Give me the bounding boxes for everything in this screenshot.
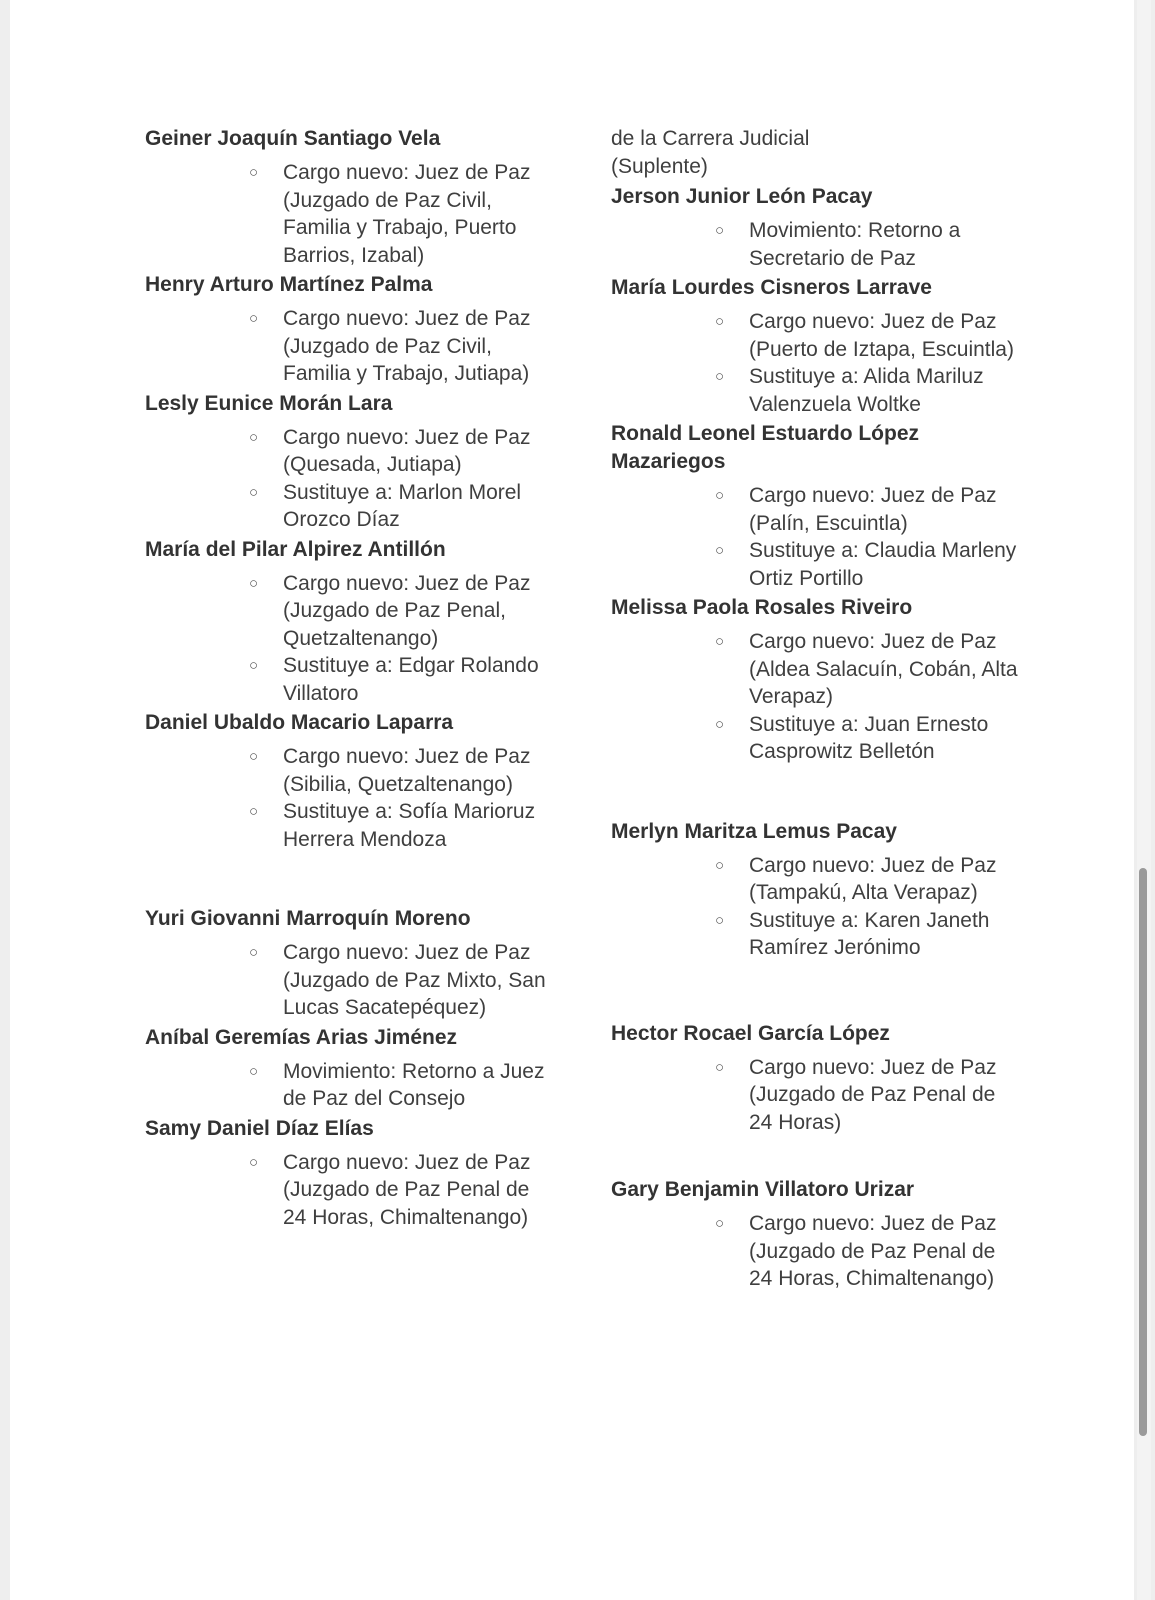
- list-item: ○ Cargo nuevo: Juez de Paz (Puerto de Iztapa, Escuintla): [715, 310, 1014, 361]
- circle-bullet-icon: ○: [249, 1062, 259, 1080]
- circle-bullet-icon: ○: [249, 428, 259, 446]
- list-item: ○ Cargo nuevo: Juez de Paz (Juzgado de Paz Civil, Familia y Trabajo, Jutiapa): [249, 307, 531, 385]
- circle-bullet-icon: ○: [249, 944, 259, 961]
- person-name: Merlyn Maritza Lemus Pacay: [611, 819, 897, 843]
- list-item: ○ Cargo nuevo: Juez de Paz (Juzgado de Paz Civil, Familia y Trabajo, Puerto Barrios, Izabal): [249, 161, 531, 267]
- circle-bullet-icon: ○: [715, 633, 725, 650]
- list-item: ○ Sustituye a: Juan Ernesto Casprowitz Belletón: [715, 712, 989, 763]
- person-name: Henry Arturo Martínez Palma: [145, 273, 433, 296]
- circle-bullet-icon: ○: [715, 222, 725, 239]
- entry: [145, 905, 565, 1022]
- right-column: [611, 125, 1031, 1293]
- list-item: ○ Sustituye a: Karen Janeth Ramírez Jerónimo: [715, 908, 990, 959]
- list-item: ○ Cargo nuevo: Juez de Paz (Palín, Escuintla): [715, 484, 997, 535]
- person-name: María del Pilar Alpirez Antillón: [145, 537, 446, 561]
- circle-bullet-icon: ○: [249, 574, 259, 592]
- entry: [611, 594, 1031, 766]
- entry: [145, 536, 565, 708]
- person-name: María Lourdes Cisneros Larrave: [611, 276, 932, 299]
- entry: [611, 1176, 1031, 1293]
- list-item: ○ Movimiento: Retorno a Secretario de Paz: [715, 219, 961, 270]
- entry: [611, 1020, 1031, 1137]
- person-name: Geiner Joaquín Santiago Vela: [145, 127, 441, 150]
- circle-bullet-icon: ○: [249, 657, 259, 674]
- person-name: Hector Rocael García López: [611, 1021, 890, 1045]
- person-name: Lesly Eunice Morán Lara: [145, 391, 393, 415]
- person-name: Aníbal Geremías Arias Jiménez: [145, 1025, 458, 1049]
- list-item: ○ Cargo nuevo: Juez de Paz (Quesada, Jutiapa): [249, 425, 531, 476]
- circle-bullet-icon: ○: [249, 748, 259, 765]
- entry: [145, 125, 565, 269]
- list-item: ○ Sustituye a: Alida Mariluz Valenzuela Woltke: [715, 365, 984, 416]
- person-name: Ronald Leonel Estuardo López Mazariegos: [611, 422, 920, 473]
- circle-bullet-icon: ○: [249, 803, 259, 820]
- list-item: ○ Cargo nuevo: Juez de Paz (Sibilia, Quetzaltenango): [249, 745, 531, 796]
- entry: [145, 709, 565, 853]
- circle-bullet-icon: ○: [715, 1215, 725, 1232]
- left-column: [145, 125, 565, 1231]
- circle-bullet-icon: ○: [715, 313, 725, 330]
- entry: [145, 390, 565, 534]
- list-item: ○ Cargo nuevo: Juez de Paz (Juzgado de Paz Penal de 24 Horas): [715, 1055, 997, 1134]
- circle-bullet-icon: ○: [249, 1153, 259, 1171]
- entry: [145, 1115, 565, 1232]
- list-item: ○ Cargo nuevo: Juez de Paz (Juzgado de Paz Mixto, San Lucas Sacatepéquez): [249, 941, 546, 1019]
- list-item: ○ Cargo nuevo: Juez de Paz (Juzgado de Paz Penal de 24 Horas, Chimaltenango): [249, 1150, 531, 1229]
- person-name: Gary Benjamin Villatoro Urizar: [611, 1178, 915, 1201]
- person-name: Daniel Ubaldo Macario Laparra: [145, 711, 454, 734]
- person-name: Jerson Junior León Pacay: [611, 185, 873, 208]
- continued-text: de la Carrera Judicial (Suplente): [611, 127, 810, 178]
- entry: [145, 271, 565, 388]
- person-name: Samy Daniel Díaz Elías: [145, 1116, 374, 1140]
- person-name: Yuri Giovanni Marroquín Moreno: [145, 907, 471, 930]
- list-item: ○ Cargo nuevo: Juez de Paz (Juzgado de Paz Penal, Quetzaltenango): [249, 571, 531, 650]
- entry: [611, 183, 1031, 272]
- circle-bullet-icon: ○: [715, 715, 725, 733]
- entry: [611, 818, 1031, 962]
- list-item: ○ Sustituye a: Edgar Rolando Villatoro: [249, 654, 539, 705]
- list-item: ○ Sustituye a: Claudia Marleny Ortiz Portillo: [715, 539, 1017, 590]
- list-item: ○ Cargo nuevo: Juez de Paz (Juzgado de Paz Penal de 24 Horas, Chimaltenango): [715, 1212, 997, 1290]
- list-item: ○ Cargo nuevo: Juez de Paz (Aldea Salacuín, Cobán, Alta Verapaz): [715, 630, 1018, 708]
- list-item: ○ Movimiento: Retorno a Juez de Paz del Consejo: [249, 1059, 545, 1110]
- circle-bullet-icon: ○: [249, 164, 259, 181]
- list-item: ○ Sustituye a: Sofía Marioruz Herrera Mendoza: [249, 800, 536, 851]
- scrollbar-thumb[interactable]: [1139, 868, 1147, 1436]
- circle-bullet-icon: ○: [249, 310, 259, 327]
- circle-bullet-icon: ○: [715, 911, 725, 929]
- entry: [611, 420, 1031, 592]
- circle-bullet-icon: ○: [715, 1058, 725, 1076]
- circle-bullet-icon: ○: [715, 856, 725, 874]
- list-item: ○ Cargo nuevo: Juez de Paz (Tampakú, Alta Verapaz): [715, 853, 997, 904]
- circle-bullet-icon: ○: [249, 483, 259, 501]
- circle-bullet-icon: ○: [715, 368, 725, 385]
- list-item: ○ Sustituye a: Marlon Morel Orozco Díaz: [249, 480, 522, 531]
- entry: [145, 1024, 565, 1113]
- circle-bullet-icon: ○: [715, 487, 725, 504]
- circle-bullet-icon: ○: [715, 542, 725, 559]
- entry: [611, 274, 1031, 418]
- person-name: Melissa Paola Rosales Riveiro: [611, 596, 913, 619]
